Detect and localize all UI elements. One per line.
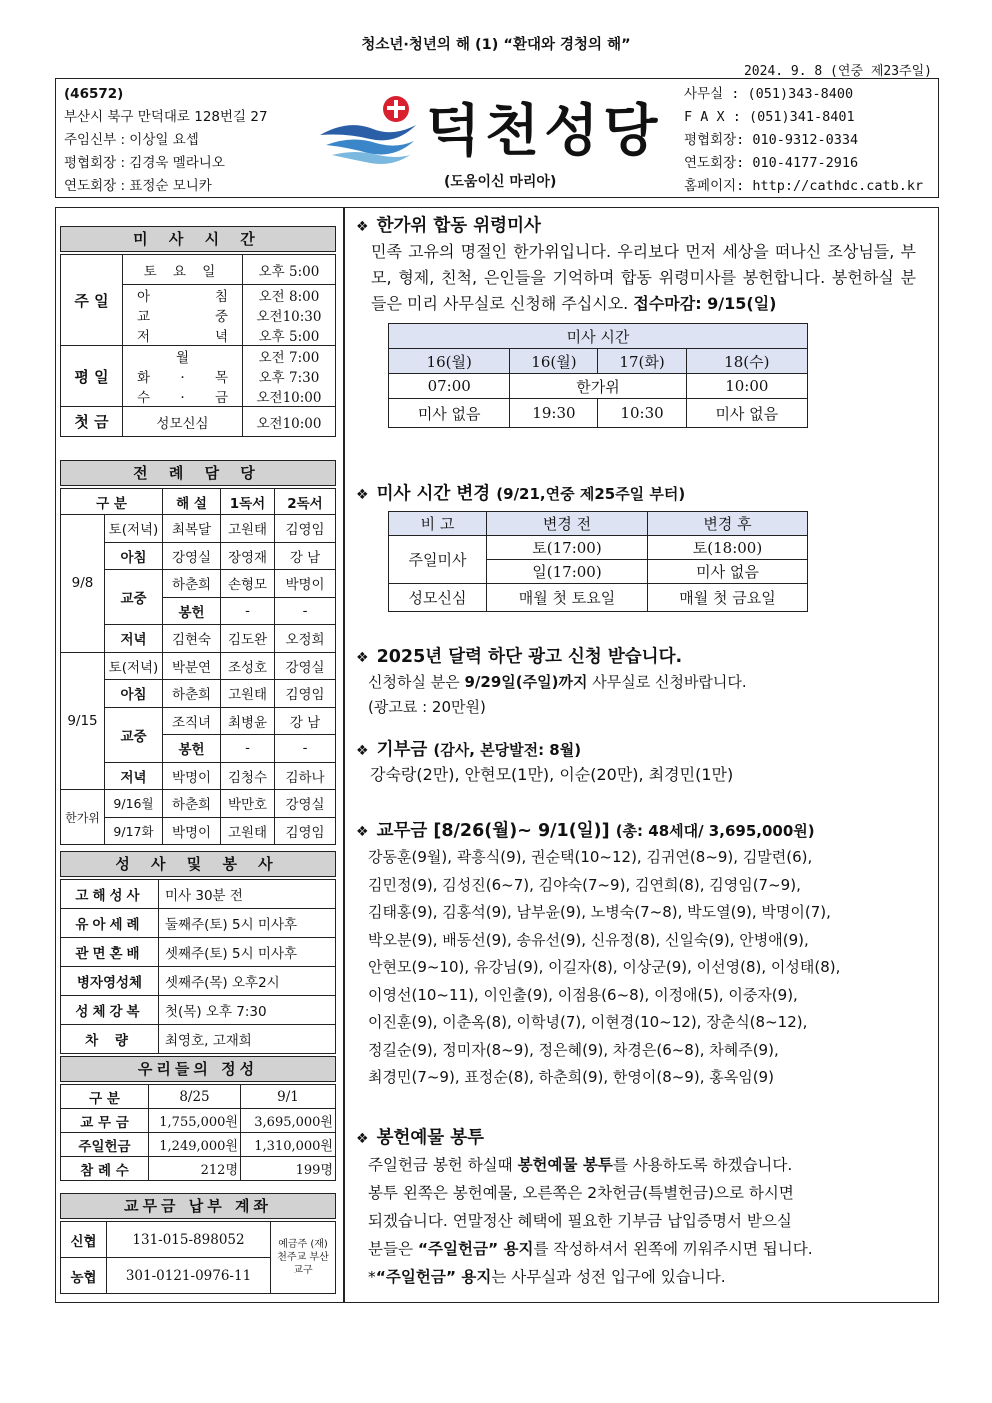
accounts-table bbox=[60, 1221, 336, 1294]
accounts-section bbox=[60, 1193, 336, 1294]
offerings-label: 주일헌금 bbox=[61, 1133, 149, 1157]
council-phone: 평협회장: 010-9312-0334 bbox=[684, 132, 859, 148]
bank-name: 신협 bbox=[61, 1222, 107, 1258]
liturgy-cell: 박명이 bbox=[163, 762, 221, 790]
envelope-notice bbox=[356, 1124, 916, 1291]
zip-code: (46572) bbox=[64, 86, 124, 102]
liturgy-cell: 강영실 bbox=[275, 790, 336, 818]
liturgy-slot: 저녁 bbox=[105, 625, 163, 653]
account-holder: 예금주 (재) 천주교 부산교구 bbox=[271, 1222, 336, 1294]
donation-title: ❖ 기부금 (감사, 본당발전: 8월) bbox=[356, 740, 582, 760]
address: 부산시 북구 만덕대로 128번길 27 bbox=[64, 109, 268, 125]
diamond-bullet-icon: ❖ bbox=[356, 650, 369, 666]
liturgy-slot: 아침 bbox=[105, 680, 163, 708]
offerings-value: 212명 bbox=[149, 1157, 241, 1181]
sacrament-time: 둘째주(토) 5시 미사후 bbox=[159, 909, 336, 938]
offerings-value: 1,755,000원 bbox=[149, 1109, 241, 1133]
sacraments-table bbox=[60, 879, 336, 1054]
tithe-line: 정길순(9), 정미자(8~9), 정은혜(9), 차경은(6~8), 차혜주(9), bbox=[368, 1040, 779, 1059]
liturgy-section bbox=[60, 460, 336, 845]
liturgy-cell: 김영임 bbox=[275, 515, 336, 543]
sacrament-name: 차 량 bbox=[61, 1025, 159, 1054]
tithe-line: 이진훈(9), 이춘옥(8), 이학녕(7), 이현경(10~12), 장춘식(8~12), bbox=[368, 1013, 808, 1031]
liturgy-cell: 박만호 bbox=[221, 790, 275, 818]
sacrament-time: 첫(목) 오후 7:30 bbox=[159, 996, 336, 1025]
liturgy-cell: 김현숙 bbox=[163, 625, 221, 653]
body-box bbox=[55, 207, 939, 1303]
liturgy-cell: - bbox=[221, 597, 275, 625]
liturgy-cell: 오정희 bbox=[275, 625, 336, 653]
liturgy-date: 9/15 bbox=[61, 652, 105, 790]
liturgy-slot: 저녁 bbox=[105, 762, 163, 790]
first-fri-label: 첫 금 bbox=[61, 407, 123, 437]
tue-thu-time: 오후 7:30 bbox=[243, 366, 336, 386]
sunday-evening-label: 저 녁 bbox=[123, 325, 243, 346]
sunday-noon-time: 오전10:30 bbox=[243, 305, 336, 325]
liturgy-cell: 김도완 bbox=[221, 625, 275, 653]
donation-notice bbox=[356, 736, 916, 789]
liturgy-cell: 봉헌 bbox=[163, 735, 221, 763]
diamond-bullet-icon: ❖ bbox=[356, 1131, 369, 1147]
liturgy-cell: 강 남 bbox=[275, 542, 336, 570]
mass-change-header: 변경 후 bbox=[648, 512, 808, 536]
sat-label: 토 요 일 bbox=[123, 255, 243, 285]
tithe-line: 강동훈(9월), 곽흥식(9), 권순택(10~12), 김귀연(8~9), 김말련(6), bbox=[368, 848, 813, 866]
liturgy-cell: 강영실 bbox=[163, 542, 221, 570]
mass-change-after: 토(18:00) bbox=[648, 536, 808, 560]
wed-fri-time: 오전10:00 bbox=[243, 386, 336, 407]
liturgy-cell: 강영실 bbox=[275, 652, 336, 680]
liturgy-cell: 김하나 bbox=[275, 762, 336, 790]
first-fri-time: 오전10:00 bbox=[243, 407, 336, 437]
church-name: 덕천성당 bbox=[426, 99, 663, 164]
account-number: 131-015-898052 bbox=[107, 1222, 271, 1258]
diamond-bullet-icon: ❖ bbox=[356, 487, 369, 503]
liturgy-slot: 9/17화 bbox=[105, 817, 163, 845]
tithe-notice bbox=[356, 817, 916, 1092]
mass-change-title: ❖ 미사 시간 변경 (9/21,연중 제25주일 부터) bbox=[356, 484, 686, 504]
chuseok-time: 10:30 bbox=[598, 399, 686, 428]
diamond-bullet-icon: ❖ bbox=[356, 824, 369, 840]
mass-change-table bbox=[388, 511, 808, 612]
liturgy-cell: 박분연 bbox=[163, 652, 221, 680]
envelope-title: ❖ 봉헌예물 봉투 bbox=[356, 1128, 485, 1148]
liturgy-header-reading1: 1독서 bbox=[221, 489, 275, 515]
liturgy-header-commentary: 해 설 bbox=[163, 489, 221, 515]
chuseok-day: 16(월) bbox=[389, 349, 510, 374]
sacrament-time: 셋째주(목) 오후2시 bbox=[159, 967, 336, 996]
sunday-label: 주 일 bbox=[61, 255, 123, 346]
mass-change-notice bbox=[356, 480, 916, 612]
envelope-body: 주일헌금 봉헌 하실때 봉헌예물 봉투를 사용하도록 하겠습니다. 봉투 왼쪽은 봉헌예물, 오른쪽은 2차헌금(특별헌금)으로 하시면 되겠습니다. 연말정산 혜택에 필요한 기부금 납입증명서 받으실 분들은 “주일헌금” 용지를 작성하셔서 왼쪽에 끼워주시면 됩니다. *“주일헌금” 용지는 사무실과 성전 입구에 있습니다. bbox=[368, 1156, 813, 1286]
liturgy-table bbox=[60, 488, 336, 845]
sunday-noon-label: 교 중 bbox=[123, 305, 243, 325]
liturgy-cell: 최복달 bbox=[163, 515, 221, 543]
sacrament-name: 병자영성체 bbox=[61, 967, 159, 996]
homepage-link[interactable]: 홈페이지: http://cathdc.catb.kr bbox=[684, 178, 924, 194]
liturgy-slot: 토(저녁) bbox=[105, 515, 163, 543]
tithe-line: 박오분(9), 배동선(9), 송유선(9), 신유정(8), 신일숙(9), 안병애(9), bbox=[368, 930, 809, 949]
tue-thu-label: 화 목 . bbox=[123, 366, 243, 386]
chuseok-table-title: 미사 시간 bbox=[389, 324, 808, 349]
offerings-value: 3,695,000원 bbox=[241, 1109, 336, 1133]
liturgy-cell: 고원태 bbox=[221, 680, 275, 708]
header-box bbox=[55, 78, 939, 198]
liturgy-cell: - bbox=[275, 735, 336, 763]
liturgy-cell: 김청수 bbox=[221, 762, 275, 790]
accounts-title: 교무금 납부 계좌 bbox=[60, 1193, 336, 1219]
pastor: 주임신부 : 이상일 요셉 bbox=[64, 132, 199, 148]
tithe-line: 이영선(10~11), 이인출(9), 이점용(6~8), 이정애(5), 이중자(9), bbox=[368, 985, 798, 1004]
weekday-label: 평 일 bbox=[61, 346, 123, 407]
liturgy-slot: 토(저녁) bbox=[105, 652, 163, 680]
sacrament-name: 유아세례 bbox=[61, 909, 159, 938]
offerings-header: 9/1 bbox=[241, 1085, 336, 1109]
mass-change-after: 매월 첫 금요일 bbox=[648, 584, 808, 612]
tithe-line: 김태홍(9), 김홍석(9), 남부윤(9), 노병숙(7~8), 박도열(9), 박명이(7), bbox=[368, 903, 831, 921]
first-fri-devotion: 성모신심 bbox=[123, 407, 243, 437]
liturgy-cell: 박명이 bbox=[163, 817, 221, 845]
fax-number: F A X : (051)341-8401 bbox=[684, 109, 855, 125]
chuseok-time: 07:00 bbox=[389, 374, 510, 399]
sacraments-title: 성 사 및 봉 사 bbox=[60, 851, 336, 877]
liturgy-cell: - bbox=[221, 735, 275, 763]
offerings-label: 교 무 금 bbox=[61, 1109, 149, 1133]
bank-name: 농협 bbox=[61, 1258, 107, 1294]
chuseok-notice bbox=[356, 212, 916, 428]
sacrament-time: 셋째주(토) 5시 미사후 bbox=[159, 938, 336, 967]
sacrament-time: 미사 30분 전 bbox=[159, 880, 336, 909]
calendar-ad-body: 신청하실 분은 9/29일(주일)까지 사무실로 신청바랍니다. (광고료 : 20만원) bbox=[368, 673, 747, 716]
liturgy-cell: 박명이 bbox=[275, 570, 336, 598]
calendar-ad-notice bbox=[356, 643, 916, 720]
liturgy-slot: 9/16월 bbox=[105, 790, 163, 818]
tithe-list bbox=[356, 844, 916, 1092]
chuseok-deadline: 접수마감: 9/15(일) bbox=[633, 294, 777, 313]
column-divider bbox=[343, 208, 345, 1302]
chuseok-body: 민족 고유의 명절인 한가위입니다. 우리보다 먼저 세상을 떠나신 조상님들, 부모, 형제, 친척, 은인들을 기억하며 합동 위령미사를 봉헌합니다. 봉헌하실 분들은 미리 사무실로 신청해 주십시오. 접수마감: 9/15(일) bbox=[371, 242, 916, 313]
diamond-bullet-icon: ❖ bbox=[356, 743, 369, 759]
council-chair: 평협회장 : 김경욱 멜라니오 bbox=[64, 155, 225, 171]
sacrament-name: 성체강복 bbox=[61, 996, 159, 1025]
elder-phone: 연도회장: 010-4177-2916 bbox=[684, 155, 859, 171]
office-phone: 사무실 : (051)343-8400 bbox=[684, 86, 854, 102]
mon-time: 오전 7:00 bbox=[243, 346, 336, 367]
liturgy-cell: 강 남 bbox=[275, 707, 336, 735]
church-patron: (도움이신 마리아) bbox=[444, 174, 557, 190]
liturgy-slot: 교중 bbox=[105, 570, 163, 625]
sacrament-name: 고해성사 bbox=[61, 880, 159, 909]
liturgy-cell: 장영재 bbox=[221, 542, 275, 570]
mass-change-header: 비 고 bbox=[389, 512, 487, 536]
calendar-ad-title: ❖ 2025년 달력 하단 광고 신청 받습니다. bbox=[356, 647, 683, 667]
liturgy-cell: 조직녀 bbox=[163, 707, 221, 735]
tithe-line: 최경민(7~9), 표정순(8), 하춘희(9), 한영이(8~9), 홍옥임(9) bbox=[368, 1068, 774, 1086]
chuseok-time: 19:30 bbox=[510, 399, 598, 428]
wed-fri-label: 수 금 . bbox=[123, 386, 243, 407]
sat-time: 오후 5:00 bbox=[243, 255, 336, 285]
mass-change-label: 주일미사 bbox=[389, 536, 487, 584]
liturgy-cell: 하춘희 bbox=[163, 790, 221, 818]
liturgy-cell: - bbox=[275, 597, 336, 625]
sunday-morning-time: 오전 8:00 bbox=[243, 285, 336, 306]
mass-change-header: 변경 전 bbox=[487, 512, 648, 536]
elder-chair: 연도회장 : 표정순 모니카 bbox=[64, 178, 212, 194]
sacrament-name: 관면혼배 bbox=[61, 938, 159, 967]
chuseok-day: 17(화) bbox=[598, 349, 686, 374]
liturgy-header-division: 구 분 bbox=[61, 489, 163, 515]
liturgy-cell: 손형모 bbox=[221, 570, 275, 598]
header-contact-left bbox=[64, 83, 268, 198]
offerings-label: 참 례 수 bbox=[61, 1157, 149, 1181]
liturgy-cell: 최병윤 bbox=[221, 707, 275, 735]
donation-body: 강숙랑(2만), 안현모(1만), 이순(20만), 최경민(1만) bbox=[370, 765, 734, 784]
chuseok-title: ❖ 한가위 합동 위령미사 bbox=[356, 216, 541, 236]
sacrament-time: 최영호, 고재희 bbox=[159, 1025, 336, 1054]
offerings-title: 우리들의 정성 bbox=[60, 1056, 336, 1082]
liturgy-slot: 교중 bbox=[105, 707, 163, 762]
offerings-value: 199명 bbox=[241, 1157, 336, 1181]
liturgy-title: 전 례 담 당 bbox=[60, 460, 336, 486]
mon-label: 월 bbox=[123, 346, 243, 367]
offerings-header: 8/25 bbox=[149, 1085, 241, 1109]
liturgy-header-reading2: 2독서 bbox=[275, 489, 336, 515]
offerings-header: 구 분 bbox=[61, 1085, 149, 1109]
liturgy-cell: 봉헌 bbox=[163, 597, 221, 625]
church-logo bbox=[318, 89, 418, 169]
liturgy-cell: 고원태 bbox=[221, 817, 275, 845]
liturgy-cell: 고원태 bbox=[221, 515, 275, 543]
liturgy-cell: 하춘희 bbox=[163, 570, 221, 598]
tithe-title: ❖ 교무금 [8/26(월)~ 9/1(일)] (총: 48세대/ 3,695,000원) bbox=[356, 821, 815, 841]
mass-change-label: 성모신심 bbox=[389, 584, 487, 612]
liturgy-date: 9/8 bbox=[61, 515, 105, 653]
bulletin-date: 2024. 9. 8 (연중 제23주일) bbox=[743, 64, 932, 79]
offerings-value: 1,310,000원 bbox=[241, 1133, 336, 1157]
theme-banner: 청소년·청년의 해 (1) “환대와 경청의 해” bbox=[361, 37, 631, 53]
diamond-bullet-icon: ❖ bbox=[356, 219, 369, 235]
liturgy-cell: 하춘희 bbox=[163, 680, 221, 708]
mass-times-title: 미 사 시 간 bbox=[60, 226, 336, 252]
chuseok-day: 16(월) bbox=[510, 349, 598, 374]
offerings-section bbox=[60, 1056, 336, 1181]
chuseok-day: 18(수) bbox=[686, 349, 807, 374]
sacraments-section bbox=[60, 851, 336, 1054]
mass-change-before: 매월 첫 토요일 bbox=[487, 584, 648, 612]
liturgy-chuseok-label: 한가위 bbox=[61, 790, 105, 845]
offerings-value: 1,249,000원 bbox=[149, 1133, 241, 1157]
liturgy-cell: 김영임 bbox=[275, 680, 336, 708]
account-number: 301-0121-0976-11 bbox=[107, 1258, 271, 1294]
chuseok-mass-table bbox=[388, 323, 808, 428]
mass-times-section bbox=[60, 226, 336, 437]
liturgy-cell: 김영임 bbox=[275, 817, 336, 845]
mass-change-after: 미사 없음 bbox=[648, 560, 808, 584]
mass-times-table bbox=[60, 254, 336, 437]
mass-change-before: 토(17:00) bbox=[487, 536, 648, 560]
header-contact-right bbox=[684, 83, 923, 198]
sunday-morning-label: 아 침 bbox=[123, 285, 243, 306]
chuseok-time: 미사 없음 bbox=[389, 399, 510, 428]
liturgy-cell: 조성호 bbox=[221, 652, 275, 680]
chuseok-time: 10:00 bbox=[686, 374, 807, 399]
sunday-evening-time: 오후 5:00 bbox=[243, 325, 336, 346]
liturgy-slot: 아침 bbox=[105, 542, 163, 570]
chuseok-time: 미사 없음 bbox=[686, 399, 807, 428]
tithe-line: 안현모(9~10), 유강님(9), 이길자(8), 이상군(9), 이선영(8), 이성태(8), bbox=[368, 958, 841, 976]
mass-change-before: 일(17:00) bbox=[487, 560, 648, 584]
offerings-table bbox=[60, 1084, 336, 1181]
chuseok-time: 한가위 bbox=[510, 374, 686, 399]
tithe-line: 김민정(9), 김성진(6~7), 김야숙(7~9), 김연희(8), 김영임(7~9), bbox=[368, 875, 801, 894]
